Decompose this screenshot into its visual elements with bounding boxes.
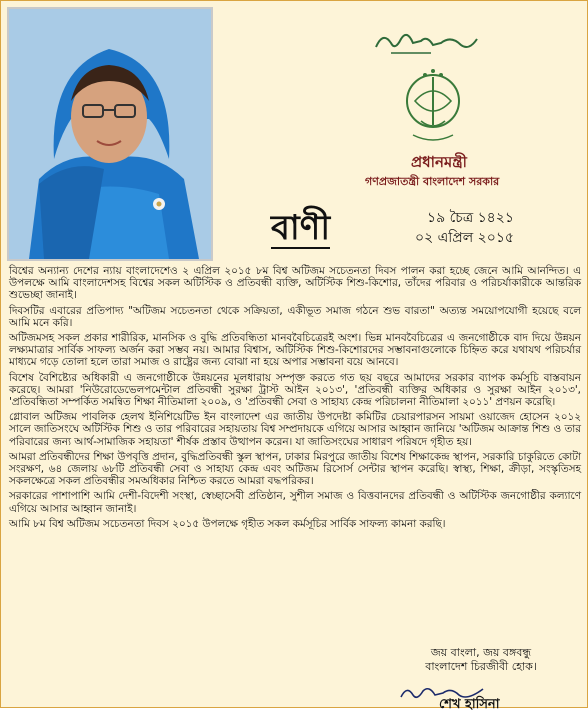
portrait-illustration bbox=[9, 9, 211, 259]
paragraph: আমরা প্রতিবন্ধীদের শিক্ষা উপবৃত্তি প্রদান, বুদ্ধিপ্রতিবন্ধী স্কুল স্থাপন, ঢাকার মিরপুরে জাতীয় বিশেষ শিক্ষাকেন্দ্র স্থাপন, সরকারি চাকুরিতে কোটা সংরক্ষণ, ৬৪ জেলায় ৬৮টি প্রতিবন্ধী সেবা ও সাহায্য কেন্দ্র এবং অটিজম রিসোর্স সেন্টার স্থাপন করেছি। স্বাস্থ্য, শিক্ষা, ক্রীড়া, সংস্কৃতিসহ সকলক্ষেত্রে সকল প্রতিবন্ধীর সমঅধিকার নিশ্চিত করতে আমরা বদ্ধপরিকর। bbox=[9, 450, 581, 488]
government-emblem-icon bbox=[403, 61, 463, 149]
paragraph: গ্লোবাল অটিজম পাবলিক হেলথ ইনিশিয়েটিভ ইন বাংলাদেশ এর জাতীয় উপদেষ্টা কমিটির চেয়ারপারসন সায়মা ওয়াজেদ হোসেন ২০১২ সালে জাতিসংঘে অটিস্টিক শিশু ও তার পরিবারের সহায়তায় বিশ্ব সম্প্রদায়কে এগিয়ে আসার আহ্বান জানিয়ে 'অটিজম আক্রান্ত শিশু ও তার পরিবারের জন্য আর্থ-সামাজিক সহায়তা' শীর্ষক প্রস্তাব উত্থাপন করেন। যা জাতিসংঘের সাধারণ পরিষদে গৃহীত হয়। bbox=[9, 411, 581, 448]
paragraph: দিবসটির এবারের প্রতিপাদ্য "অটিজম সচেতনতা থেকে সক্রিয়তা, একীভূত সমাজ গঠনে শুভ বারতা" অত্যন্ত সময়োপযোগী হয়েছে বলে আমি মনে করি। bbox=[9, 304, 581, 329]
portrait-photo bbox=[7, 7, 213, 261]
paragraph: সরকারের পাশাপাশি আমি দেশী-বিদেশী সংস্থা, স্বেচ্ছাসেবী প্রতিষ্ঠান, সুশীল সমাজ ও বিত্তবানদের প্রতিবন্ধী ও অটিস্টিক জনগোষ্ঠীর কল্যাণে এগিয়ে আসার আহ্বান জানাই। bbox=[9, 490, 581, 515]
date-bangla: ১৯ চৈত্র ১৪২১ bbox=[427, 210, 514, 226]
paragraph: বিশ্বের অন্যান্য দেশের ন্যায় বাংলাদেশেও ২ এপ্রিল ২০১৫ ৮ম বিশ্ব অটিজম সচেতনতা দিবস পালন করা হচ্ছে জেনে আমি আনন্দিত। এ উপলক্ষে আমি বাংলাদেশসহ বিশ্বের সকল অটিস্টিক ও প্রতিবন্ধী ব্যক্তি, অটিস্টিক শিশু-কিশোর, তাঁদের পরিবার ও পরিচর্যাকারীকে আন্তরিক শুভেচ্ছা জানাই। bbox=[9, 265, 581, 302]
paragraph: আমি ৮ম বিশ্ব অটিজম সচেতনতা দিবস ২০১৫ উপলক্ষে গৃহীত সকল কর্মসূচির সার্বিক সাফল্য কামনা করছি। bbox=[9, 517, 446, 530]
closing-line: জয় বাংলা, জয় বঙ্গবন্ধু bbox=[430, 646, 532, 659]
signature-illustration-top bbox=[371, 21, 481, 61]
closing-line: বাংলাদেশ চিরজীবী হোক। bbox=[425, 660, 537, 673]
date-english: ০২ এপ্রিল ২০১৫ bbox=[415, 230, 515, 246]
paragraph: বিশেষ বৈশিষ্ট্যের অধিকারী এ জনগোষ্ঠীকে উন্নয়নের মূলধারায় সম্পৃক্ত করতে গত ছয় বছরে আমাদের সরকার ব্যাপক কর্মসূচি বাস্তবায়ন করেছে। আমরা 'নিউরোডেভেলপমেন্টাল প্রতিবন্ধী সুরক্ষা ট্রাস্ট আইন ২০১৩', 'প্রতিবন্ধী ব্যক্তির অধিকার ও সুরক্ষা আইন ২০১৩', 'প্রতিবন্ধিতা সম্পর্কিত সমন্বিত শিক্ষা নীতিমালা ২০০৯, ও 'প্রতিবন্ধী সেবা ও সাহায্য কেন্দ্র পরিচালনা নীতিমালা ২০১১' প্রণয়ন করেছি। bbox=[9, 371, 581, 409]
office-title: প্রধানমন্ত্রী bbox=[411, 153, 467, 171]
closing-block bbox=[383, 646, 579, 674]
paragraph: অটিজমসহ সকল প্রকার শারীরিক, মানসিক ও বুদ্ধি প্রতিবন্ধিতা মানববৈচিত্রেরই অংশ। ভিন্ন মানববৈচিত্রের এ জনগোষ্ঠীকে বাদ দিয়ে উন্নয়ন লক্ষ্যমাত্রার সার্বিক সাফল্য অর্জন করা সম্ভব নয়। আমার বিশ্বাস, অটিস্টিক শিশু-কিশোরদের সম্ভাবনাগুলোকে চিহ্নিত করে যথাযথ পরিচর্যার মাধ্যমে গড়ে তোলা হলে তারা সমাজ ও রাষ্ট্রের জন্য বোঝা না হয়ে অপার সম্ভাবনা বয়ে আনবে। bbox=[9, 332, 581, 369]
message-body bbox=[9, 265, 581, 533]
government-title: গণপ্রজাতন্ত্রী বাংলাদেশ সরকার bbox=[365, 175, 500, 188]
signer-name: শেখ হাসিনা bbox=[439, 697, 500, 712]
message-heading: বাণী bbox=[271, 208, 331, 248]
